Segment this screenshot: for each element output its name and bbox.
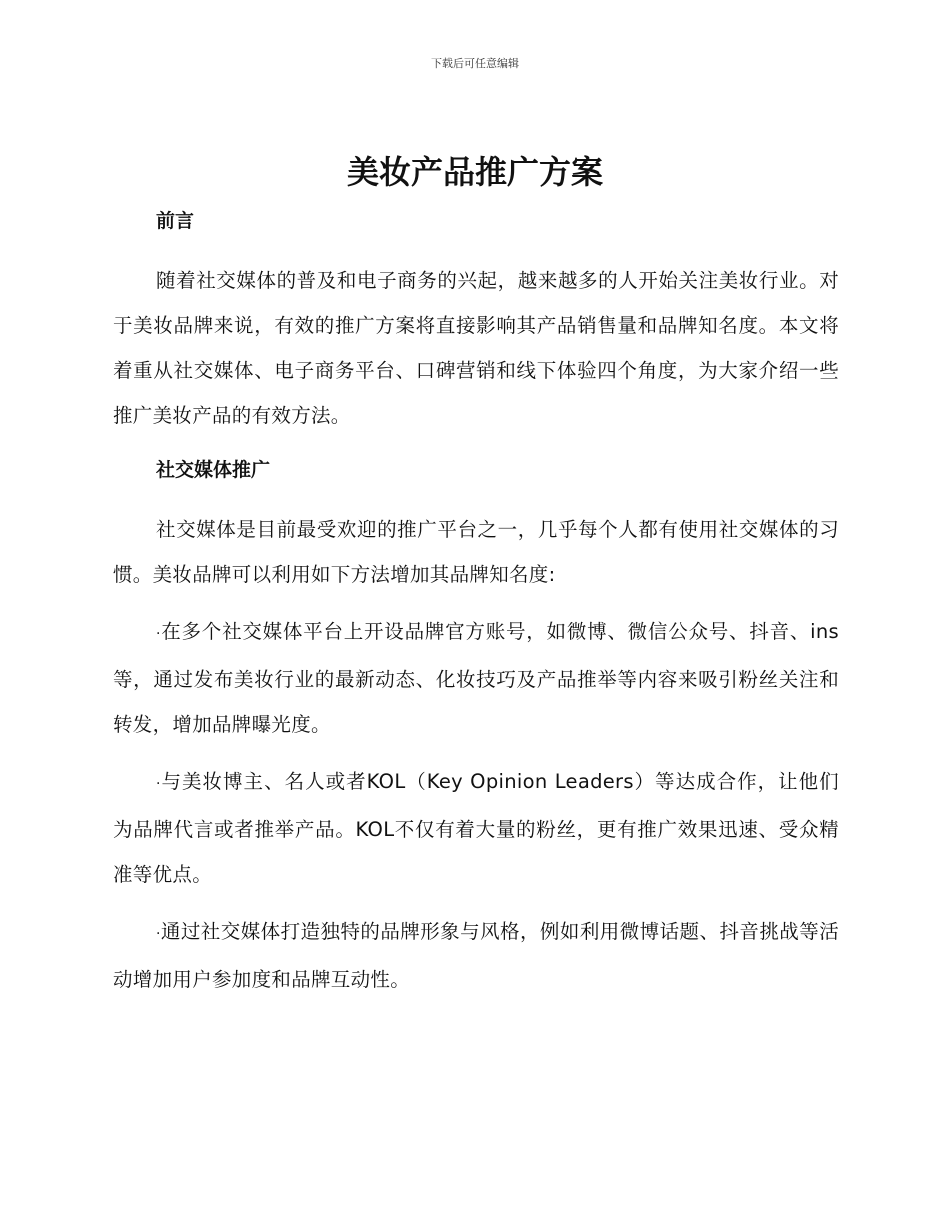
- bullet-item: [113, 759, 839, 897]
- page-header: 下载后可任意编辑: [431, 57, 519, 70]
- bullet-marker: ·: [156, 626, 161, 642]
- social-paragraph: 社交媒体是目前最受欢迎的推广平台之一，几乎每个人都有使用社交媒体的习惯。美妆品牌可以利用如下方法增加其品牌知名度:: [113, 518, 839, 586]
- bullet-item: [113, 609, 839, 747]
- bullet-item: [113, 909, 839, 1002]
- section-heading-social: 社交媒体推广: [156, 459, 271, 481]
- bullet-marker: ·: [156, 776, 161, 792]
- document-body: [113, 201, 839, 1014]
- bullet-text: 与美妆博主、名人或者KOL（Key Opinion Leaders）等达成合作，让他们为品牌代言或者推举产品。KOL不仅有着大量的粉丝，更有推广效果迅速、受众精准等优点。: [113, 770, 839, 886]
- bullet-text: 通过社交媒体打造独特的品牌形象与风格，例如利用微博话题、抖音挑战等活动增加用户参加度和品牌互动性。: [113, 920, 839, 991]
- intro-paragraph: 随着社交媒体的普及和电子商务的兴起，越来越多的人开始关注美妆行业。对于美妆品牌来说，有效的推广方案将直接影响其产品销售量和品牌知名度。本文将着重从社交媒体、电子商务平台、口碑营销和线下体验四个角度，为大家介绍一些推广美妆产品的有效方法。: [113, 269, 839, 427]
- section-heading-intro: 前言: [156, 210, 195, 232]
- document-title: 美妆产品推广方案: [346, 153, 603, 191]
- bullet-text: 在多个社交媒体平台上开设品牌官方账号，如微博、微信公众号、抖音、ins等，通过发布美妆行业的最新动态、化妆技巧及产品推举等内容来吸引粉丝关注和转发，增加品牌曝光度。: [113, 620, 839, 736]
- bullet-marker: ·: [156, 926, 161, 942]
